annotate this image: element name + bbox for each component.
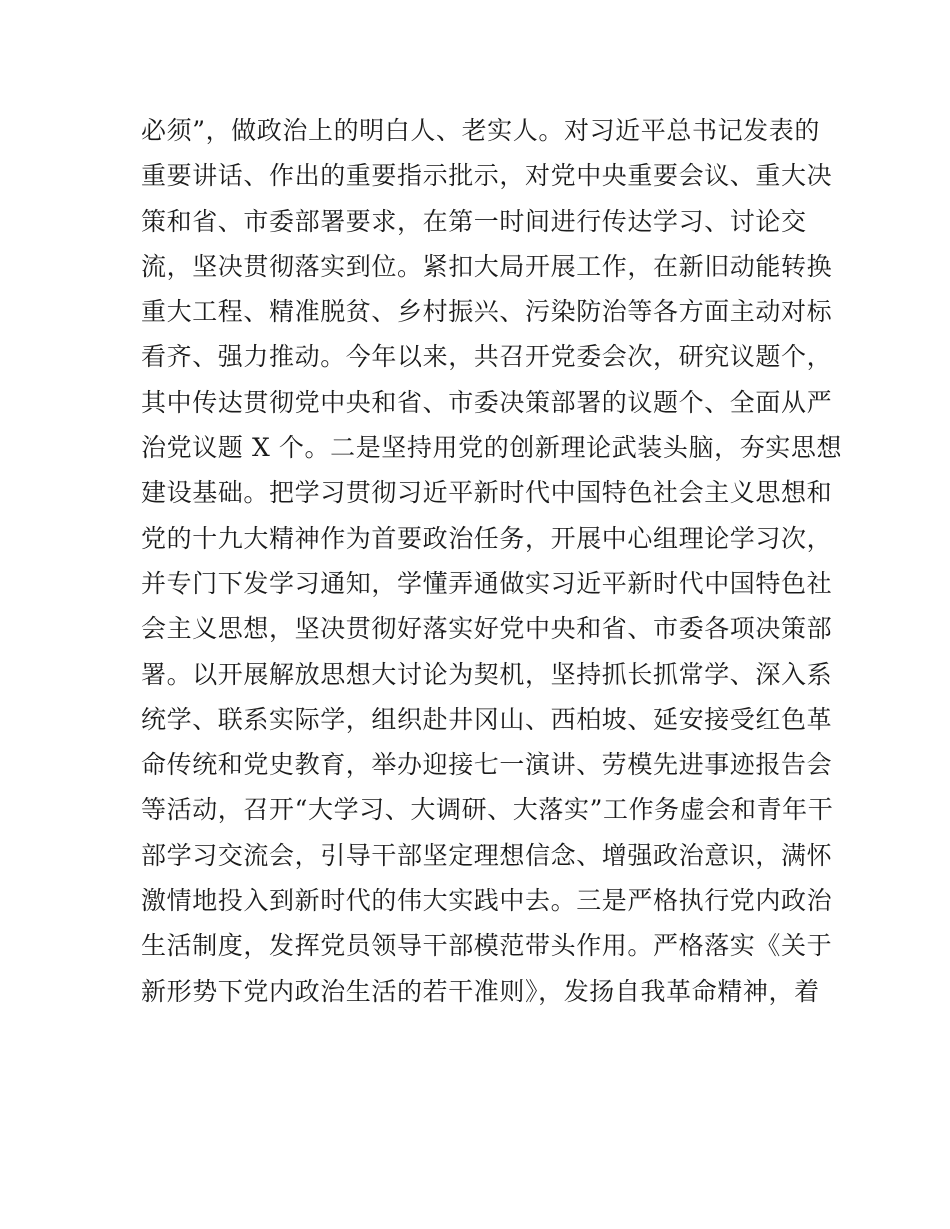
text-line: 并专门下发学习通知，学懂弄通做实习近平新时代中国特色社 (141, 568, 833, 598)
text-line: 流，坚决贯彻落实到位。紧扣大局开展工作，在新旧动能转换 (141, 251, 833, 281)
text-line: 会主义思想，坚决贯彻好落实好党中央和省、市委各项决策部 (141, 614, 833, 644)
text-line: 重要讲话、作出的重要指示批示，对党中央重要会议、重大决 (141, 161, 833, 191)
text-line: 激情地投入到新时代的伟大实践中去。三是严格执行党内政治 (141, 886, 833, 916)
text-line: 统学、联系实际学，组织赴井冈山、西柏坡、延安接受红色革 (141, 704, 833, 734)
text-line: 策和省、市委部署要求，在第一时间进行传达学习、讨论交 (141, 206, 807, 236)
text-line: 必须”，做政治上的明白人、老实人。对习近平总书记发表的 (141, 116, 820, 145)
text-line: 其中传达贯彻党中央和省、市委决策部署的议题个、全面从严 (141, 387, 833, 417)
text-line: 命传统和党史教育，举办迎接七一演讲、劳模先进事迹报告会 (141, 750, 833, 780)
text-line: 党的十九大精神作为首要政治任务，开展中心组理论学习次， (141, 523, 833, 553)
text-line: 重大工程、精准脱贫、乡村振兴、污染防治等各方面主动对标 (141, 297, 833, 327)
text-line: 治党议题 X 个。二是坚持用党的创新理论武装头脑，夯实思想 (141, 433, 843, 463)
text-line: 署。以开展解放思想大讨论为契机，坚持抓长抓常学、深入系 (141, 659, 833, 689)
text-line: 看齐、强力推动。今年以来，共召开党委会次，研究议题个， (141, 342, 833, 372)
text-line: 等活动，召开“大学习、大调研、大落实”工作务虚会和青年干 (141, 795, 834, 825)
text-line: 新形势下党内政治生活的若干准则》，发扬自我革命精神，着 (141, 976, 820, 1006)
text-line: 建设基础。把学习贯彻习近平新时代中国特色社会主义思想和 (141, 478, 833, 508)
body-text (141, 108, 843, 1014)
text-line: 生活制度，发挥党员领导干部模范带头作用。严格落实《关于 (141, 931, 833, 961)
text-line: 部学习交流会，引导干部坚定理想信念、增强政治意识，满怀 (141, 840, 833, 870)
